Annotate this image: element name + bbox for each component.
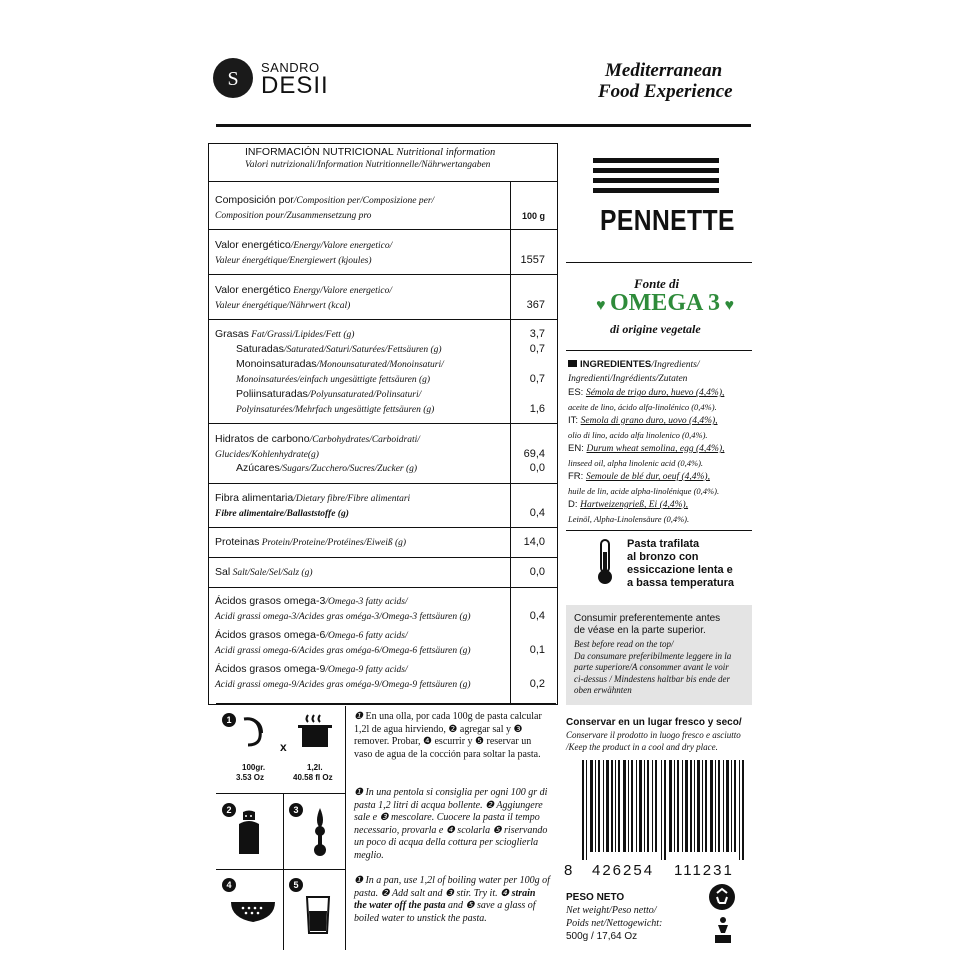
row-carbs bbox=[215, 432, 545, 463]
omega3-alt: /Omega-3 fatty acids/ bbox=[325, 597, 408, 607]
row-energy-kj bbox=[215, 238, 545, 269]
step-5-badge: 5 bbox=[289, 878, 303, 892]
cooking-vline-mid bbox=[283, 794, 284, 950]
omega-line bbox=[580, 290, 750, 317]
weight-alt2: Poids net/Nettogewicht: bbox=[566, 918, 663, 929]
pasta-icon bbox=[240, 715, 266, 760]
product-divider bbox=[566, 262, 752, 263]
row-poly bbox=[215, 387, 545, 418]
carb-value: 69,4 bbox=[523, 448, 545, 460]
mono-alt2: Monoinsaturées/einfach ungesättigte fettsäuren (g) bbox=[236, 375, 431, 385]
cooking-it-text: In una pentola si consiglia per ogni 100 gr di pasta 1,2 litri di acqua bollente. ❷ Aggiungere sale e ❸ mescolare. Cuocere la pasta il tempo necessario, provarla e ❹ scolarla ❺ riservando un poco di acqua della cottura per scioglierla meglio. bbox=[354, 787, 548, 861]
recycle-icon bbox=[708, 883, 736, 916]
best-before-line2: de véase en la parte superior. bbox=[574, 625, 706, 636]
omega9-alt2: Acidi grassi omega-9/Acides gras oméga-9/Omega-9 fettsäuren (g) bbox=[215, 680, 471, 690]
weight-label: PESO NETO bbox=[566, 892, 625, 903]
spoon-icon bbox=[310, 808, 330, 863]
barcode-digit: 8 bbox=[564, 862, 573, 879]
row-protein bbox=[215, 535, 545, 551]
logo-icon bbox=[213, 58, 253, 98]
ing-es-code: ES: bbox=[568, 387, 584, 398]
step-1-inline-it: ❶ bbox=[354, 787, 366, 798]
nut-line-2 bbox=[208, 229, 557, 230]
poly-alt: /Polyunsaturated/Polinsaturi/ bbox=[307, 390, 422, 400]
step-1-inline: ❶ bbox=[354, 711, 366, 722]
poly-label: Poliinsaturadas bbox=[236, 388, 308, 400]
ingredients-block bbox=[568, 358, 758, 526]
ing-en-rest: linseed oil, alpha linolenic acid (0,4%). bbox=[568, 457, 704, 468]
protein-value: 14,0 bbox=[523, 536, 545, 548]
salt-label: Sal bbox=[215, 566, 231, 578]
ing-en-main: Durum wheat semolina, egg (4,4%), bbox=[586, 444, 725, 454]
water-qty: 1,2l. bbox=[307, 763, 323, 772]
nut-line-1 bbox=[208, 181, 557, 182]
ing-d-rest: Leinöl, Alpha-Linolensäure (0,4%). bbox=[568, 513, 690, 524]
svg-text:S: S bbox=[227, 68, 239, 90]
best-before-line1: Consumir preferentemente antes bbox=[574, 613, 721, 624]
times-sign: x bbox=[280, 740, 287, 754]
best-before-alt3: parte superiore/A consommer avant le voir bbox=[574, 662, 729, 672]
nut-line-3 bbox=[208, 274, 557, 275]
carb-alt2: Glucides/Kohlenhydrate(g) bbox=[215, 450, 319, 460]
cooking-en-text-1: In a pan, use 1,2l of boiling water per 100g of pasta. ❷ Add salt and ❸ stir. Try it. ❹ bbox=[354, 875, 550, 899]
energy-kj-label: Valor energético bbox=[215, 239, 291, 251]
nut-line-8 bbox=[208, 557, 557, 558]
poly-alt2: Polyinsaturées/Mehrfach ungesättigte fettsäuren (g) bbox=[236, 405, 435, 415]
best-before-alt4: ci-dessus / Mindestens haltbar bis ende der bbox=[574, 673, 730, 684]
row-salt bbox=[215, 565, 545, 581]
sugar-label: Azúcares bbox=[236, 462, 280, 474]
omega3-label: Ácidos grasos omega-3 bbox=[215, 595, 326, 607]
barcode bbox=[578, 760, 753, 870]
best-before-text bbox=[574, 613, 752, 697]
omega9-alt: /Omega-9 fatty acids/ bbox=[325, 665, 408, 675]
nutrition-title-es: INFORMACIÓN NUTRICIONAL bbox=[245, 146, 394, 158]
pasta-stripes bbox=[593, 158, 719, 193]
comp-label: Composición por bbox=[215, 194, 294, 206]
tag-icon bbox=[568, 360, 577, 367]
mono-alt: /Monounsaturated/Monoinsaturi/ bbox=[316, 360, 444, 370]
row-fibre bbox=[215, 491, 545, 522]
energy-kj-alt2: Valeur énergétique/Energiewert (kjoules) bbox=[215, 256, 372, 266]
nutrition-title-sub: Valori nutrizionali/Information Nutritionnelle/Nährwertangaben bbox=[245, 160, 491, 170]
nut-line-6 bbox=[208, 483, 557, 484]
carb-label: Hidratos de carbono bbox=[215, 433, 310, 445]
fat-alt: Fat/Grassi/Lipides/Fett (g) bbox=[248, 330, 355, 340]
step-3-badge: 3 bbox=[289, 803, 303, 817]
omega6-alt2: Acidi grassi omega-6/Acides gras oméga-6/Omega-6 fettsäuren (g) bbox=[215, 646, 471, 656]
fibre-value: 0,4 bbox=[529, 507, 545, 519]
row-composition bbox=[215, 193, 545, 224]
omega9-label: Ácidos grasos omega-9 bbox=[215, 663, 326, 675]
fibre-alt: /Dietary fibre/Fibre alimentari bbox=[293, 494, 411, 504]
ing-es-main: Sémola de trigo duro, huevo (4,4%), bbox=[585, 388, 725, 398]
ing-it-main: Semola di grano duro, uovo (4,4%), bbox=[580, 416, 718, 426]
bronze-divider bbox=[566, 530, 752, 531]
pasta-qty: 100gr. bbox=[242, 763, 266, 772]
bin-icon bbox=[712, 915, 734, 950]
barcode-bars bbox=[578, 760, 753, 865]
row-omega6 bbox=[215, 628, 545, 659]
energy-kcal-alt: Energy/Valore energetico/ bbox=[290, 286, 392, 296]
ing-fr-rest: huile de lin, acide alpha-linolénique (0,4%). bbox=[568, 485, 720, 496]
omega6-label: Ácidos grasos omega-6 bbox=[215, 629, 326, 641]
best-before-alt1: Best before read on the top/ bbox=[574, 639, 674, 649]
cooking-hline-1 bbox=[216, 793, 346, 794]
tagline-line2: Food Experience bbox=[598, 81, 733, 102]
ingredients-divider bbox=[566, 350, 752, 351]
product-name: PENNETTE bbox=[600, 205, 735, 237]
brand-name-bottom: DESII bbox=[261, 72, 329, 99]
bronze-line3: essiccazione lenta e bbox=[627, 564, 733, 576]
sugar-value: 0,0 bbox=[529, 462, 545, 474]
omega3-alt2: Acidi grassi omega-3/Acides gras oméga-3/Omega-3 fettsäuren (g) bbox=[215, 612, 471, 622]
cooking-hline-2 bbox=[216, 869, 346, 870]
omega-fonte: Fonte di bbox=[634, 276, 680, 291]
step-2-badge: 2 bbox=[222, 803, 236, 817]
protein-label: Proteinas bbox=[215, 536, 260, 548]
cooking-en-text-2: and ❺ save a glass of boiled water to unstick the pasta. bbox=[354, 900, 536, 924]
net-weight bbox=[566, 891, 662, 943]
mono-label: Monoinsaturadas bbox=[236, 358, 317, 370]
energy-kj-alt: /Energy/Valore energetico/ bbox=[290, 241, 393, 251]
ingredients-title-alt2: Ingredienti/Ingrédients/Zutaten bbox=[568, 373, 688, 384]
step-4-badge: 4 bbox=[222, 878, 236, 892]
poly-value: 1,6 bbox=[529, 403, 545, 415]
row-energy-kcal bbox=[215, 283, 545, 314]
strainer-icon bbox=[229, 898, 277, 931]
bronze-line2: al bronzo con bbox=[627, 551, 699, 563]
mono-value: 0,7 bbox=[529, 373, 545, 385]
ing-es-rest: aceite de lino, ácido alfa-linolénico (0,4%). bbox=[568, 401, 717, 412]
omega6-alt: /Omega-6 fatty acids/ bbox=[325, 631, 408, 641]
cooking-divider bbox=[216, 703, 556, 705]
tagline-line1: Mediterranean bbox=[605, 60, 723, 81]
step-1-badge: 1 bbox=[222, 713, 236, 727]
energy-kcal-value: 367 bbox=[526, 299, 545, 311]
cooking-en-bold: strain the water off the pasta bbox=[354, 887, 536, 911]
sugar-alt: /Sugars/Zucchero/Sucres/Zucker (g) bbox=[279, 464, 418, 474]
weight-value: 500g / 17,64 Oz bbox=[566, 931, 638, 942]
ingredients-title: INGREDIENTES bbox=[580, 359, 652, 370]
storage-alt1: Conservare il prodotto in luogo fresco e asciutto bbox=[566, 730, 741, 740]
storage-alt2: /Keep the product in a cool and dry place. bbox=[566, 742, 718, 752]
cooking-vline bbox=[345, 706, 346, 950]
omega3-value: 0,4 bbox=[529, 610, 545, 622]
energy-kj-value: 1557 bbox=[520, 254, 545, 266]
row-sugars bbox=[215, 461, 545, 477]
omega-origin: di origine vegetale bbox=[610, 322, 701, 336]
storage-text bbox=[566, 717, 756, 753]
salt-shaker-icon bbox=[236, 810, 262, 863]
ing-fr-main: Semoule de blé dur, oeuf (4,4%), bbox=[585, 472, 710, 482]
salt-alt: Salt/Sale/Sel/Salz (g) bbox=[230, 568, 313, 578]
omega9-value: 0,2 bbox=[529, 678, 545, 690]
fibre-alt2: Fibre alimentaire/Ballaststoffe (g) bbox=[215, 509, 349, 519]
sat-label: Saturadas bbox=[236, 343, 284, 355]
heart-icon-left: ♥ bbox=[596, 297, 606, 314]
protein-alt: Protein/Proteine/Protéines/Eiweiß (g) bbox=[259, 538, 407, 548]
comp-value: 100 g bbox=[521, 211, 545, 221]
brand-logo bbox=[213, 58, 253, 98]
water-oz: 40.58 fl Oz bbox=[293, 773, 333, 782]
storage-line1: Conservar en un lugar fresco y seco/ bbox=[566, 717, 742, 728]
nut-line-9 bbox=[208, 587, 557, 588]
glass-icon bbox=[305, 895, 331, 940]
row-saturated bbox=[215, 342, 545, 358]
row-omega3 bbox=[215, 594, 545, 625]
row-fat bbox=[215, 327, 545, 343]
best-before-alt2: Da consumare preferibilmente leggere in la bbox=[574, 650, 732, 661]
nut-line-4 bbox=[208, 319, 557, 320]
pot-icon bbox=[298, 713, 334, 758]
nut-line-5 bbox=[208, 423, 557, 424]
sat-value: 0,7 bbox=[529, 343, 545, 355]
ing-d-main: Hartweizengrieß, Ei (4,4%), bbox=[580, 500, 689, 510]
sat-alt: /Saturated/Saturi/Saturées/Fettsäuren (g) bbox=[283, 345, 442, 355]
cooking-es bbox=[354, 711, 550, 761]
ing-it-code: IT: bbox=[568, 415, 579, 426]
cooking-en bbox=[354, 875, 550, 925]
cooking-es-text: En una olla, por cada 100g de pasta calcular 1,2l de agua hirviendo, ❷ agregar sal y ❸ remover. Probar, ❹ escurrir y ❺ reservar un vaso de agua de la cocción para soltar la pasta. bbox=[354, 711, 542, 760]
bronze-line1: Pasta trafilata bbox=[627, 538, 700, 550]
header-divider bbox=[216, 124, 751, 127]
best-before-alt5: oben erwähnten bbox=[574, 685, 632, 695]
cooking-it bbox=[354, 787, 550, 862]
thermometer-icon bbox=[594, 538, 616, 591]
barcode-group2: 111231 bbox=[674, 862, 734, 879]
bronze-text bbox=[627, 538, 734, 590]
comp-alt: /Composition per/Composizione per/ bbox=[293, 196, 435, 206]
ing-d-code: D: bbox=[568, 499, 578, 510]
step-1-inline-en: ❶ bbox=[354, 875, 366, 886]
pasta-oz: 3.53 Oz bbox=[236, 773, 265, 782]
ingredients-title-alt: /Ingredients/ bbox=[651, 360, 700, 370]
brand-name-top: SANDRO bbox=[261, 60, 320, 75]
carb-alt: /Carbohydrates/Carboidrati/ bbox=[309, 435, 420, 445]
energy-kcal-label: Valor energético bbox=[215, 284, 291, 296]
ing-fr-code: FR: bbox=[568, 471, 584, 482]
ing-it-rest: olio di lino, acido alfa linolenico (0,4%). bbox=[568, 429, 708, 440]
barcode-group1: 426254 bbox=[592, 862, 655, 879]
energy-kcal-alt2: Valeur énergétique/Nährwert (kcal) bbox=[215, 301, 351, 311]
nutrition-title-en: Nutritional information bbox=[393, 147, 496, 158]
bronze-line4: a bassa temperatura bbox=[627, 577, 734, 589]
heart-icon-right: ♥ bbox=[724, 297, 734, 314]
nutrition-title bbox=[245, 146, 495, 158]
salt-value: 0,0 bbox=[529, 566, 545, 578]
weight-alt1: Net weight/Peso netto/ bbox=[566, 905, 657, 916]
nut-line-7 bbox=[208, 527, 557, 528]
row-mono bbox=[215, 357, 545, 388]
fat-label: Grasas bbox=[215, 328, 249, 340]
comp-alt2: Composition pour/Zusammensetzung pro bbox=[215, 211, 372, 221]
ing-en-code: EN: bbox=[568, 443, 584, 454]
row-omega9 bbox=[215, 662, 545, 693]
fat-value: 3,7 bbox=[529, 328, 545, 340]
omega-title: OMEGA 3 bbox=[609, 290, 720, 316]
fibre-label: Fibra alimentaria bbox=[215, 492, 294, 504]
omega6-value: 0,1 bbox=[529, 644, 545, 656]
